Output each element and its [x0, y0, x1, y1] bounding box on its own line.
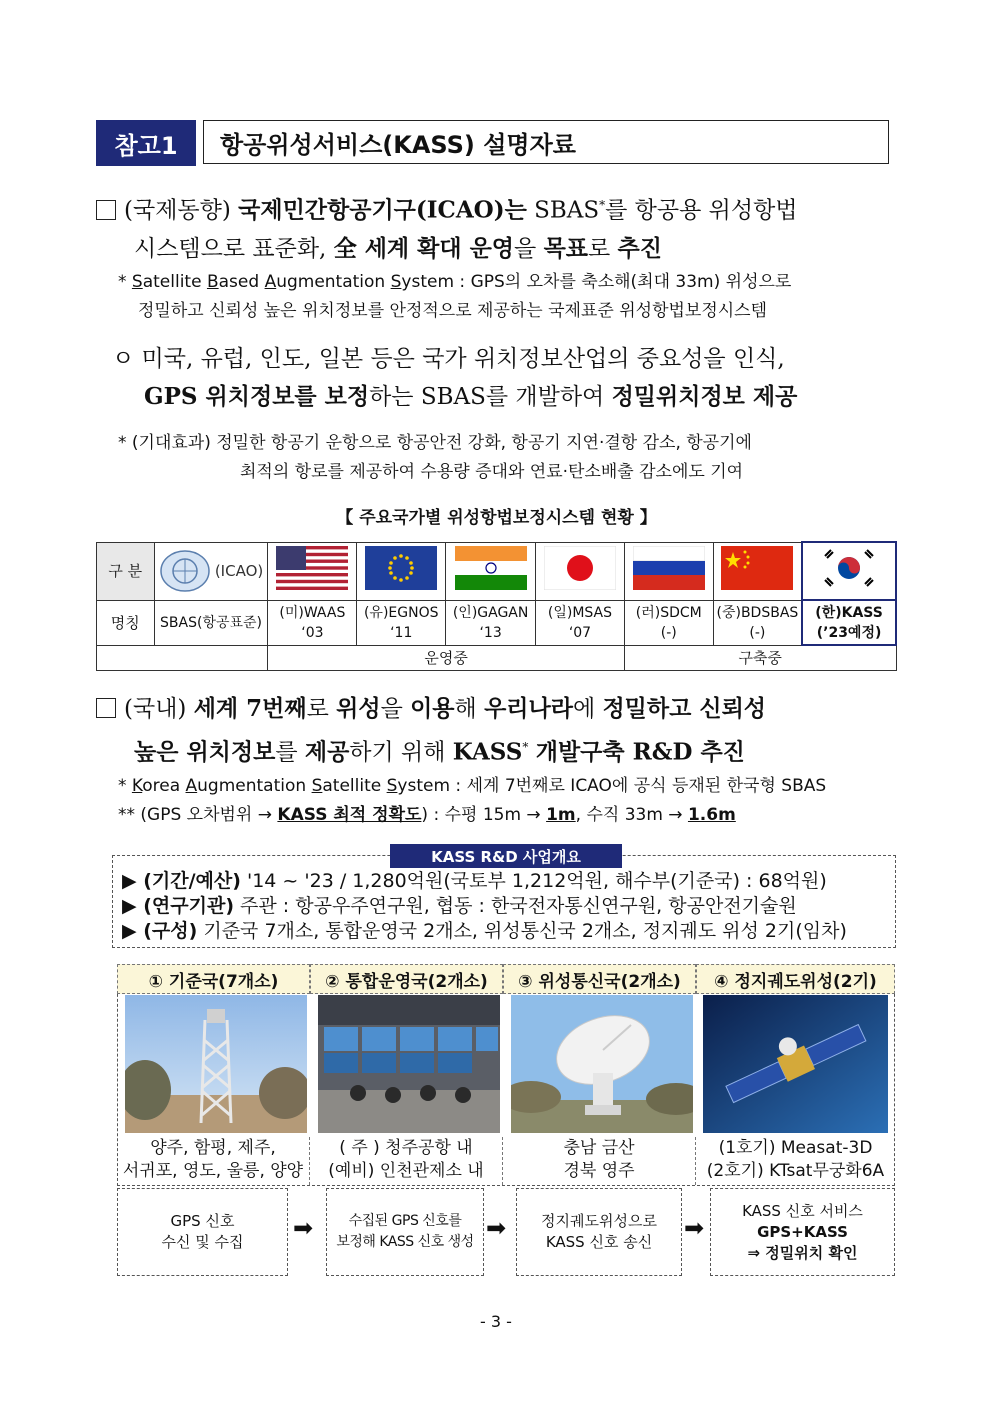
process-step-2: 수집된 GPS 신호를 보정해 KASS 신호 생성 — [326, 1188, 484, 1276]
panel-head-master-station: ② 통합운영국(2개소) — [310, 964, 503, 994]
panel-head-reference-station: ① 기준국(7개소) — [117, 964, 310, 994]
india-flag-icon — [455, 546, 527, 590]
rd-overview-label: KASS R&D 사업개요 — [390, 844, 622, 868]
uplink-station-photo — [511, 995, 693, 1133]
japan-flag-icon — [544, 546, 616, 590]
process-step-3: 정지궤도위성으로 KASS 신호 송신 — [516, 1188, 682, 1276]
reference-badge: 참고1 — [96, 120, 196, 166]
right-arrow-icon: ➡ — [293, 1214, 314, 1242]
system-cell: (인)GAGAN ‘13 — [446, 600, 536, 645]
status-operating: 운영중 — [268, 645, 624, 670]
master-station-photo — [318, 995, 500, 1133]
panel-caption: ( 주 ) 청주공항 내 (예비) 인천관제소 내 — [310, 1137, 503, 1185]
korea-flag-icon — [813, 546, 885, 590]
domestic-paragraph: (국내) 세계 7번째로 위성을 이용해 우리나라에 정밀하고 신뢰성 높은 위치정보를 제공하기 위해 KASS* 개발구축 R&D 추진 — [96, 690, 906, 772]
sbas-footnote: * Satellite Based Augmentation System : GPS의 오차를 축소해(최대 33m) 위성으로 정밀하고 신뢰성 높은 위치정보를 안정적으로 제공하는 국제표준 위성항법보정시스템 — [118, 272, 792, 321]
row-header-category: 구 분 — [97, 542, 155, 600]
china-flag-icon — [721, 546, 793, 590]
panel-head-geo-satellite: ④ 정지궤도위성(2기) — [696, 964, 895, 994]
flag-usa-cell — [268, 542, 357, 600]
page-title: 항공위성서비스(KASS) 설명자료 — [203, 120, 889, 164]
status-building: 구축중 — [624, 645, 896, 670]
row-header-name: 명칭 — [97, 600, 155, 645]
flag-japan-cell — [536, 542, 625, 600]
flag-china-cell — [713, 542, 802, 600]
rd-org: ▶ (연구기관) 주관 : 항공우주연구원, 협동 : 한국전자통신연구원, 항공안전기술원 — [122, 895, 797, 917]
checkbox-square-icon — [96, 200, 116, 220]
process-step-4: KASS 신호 서비스 GPS+KASS ⇒ 정밀위치 확인 — [710, 1188, 895, 1276]
flag-russia-cell — [624, 542, 713, 600]
icao-system-name: SBAS(항공표준) — [154, 600, 268, 645]
icao-logo — [154, 542, 268, 600]
system-cell: (일)MSAS ‘07 — [536, 600, 625, 645]
geo-satellite-photo — [703, 995, 888, 1133]
russia-flag-icon — [633, 546, 705, 590]
reference-station-photo — [125, 995, 307, 1133]
flag-eu-cell — [357, 542, 446, 600]
table-title: 【 주요국가별 위성항법보정시스템 현황 】 — [336, 508, 657, 528]
panel-caption: 양주, 함평, 제주, 서귀포, 영도, 울릉, 양양 — [117, 1137, 310, 1185]
icao-text: (ICAO) — [214, 562, 264, 580]
intl-trend-paragraph: (국제동향) 국제민간항공기구(ICAO)는 SBAS*를 항공용 위성항법 시스템으로 표준화, 全 세계 확대 운영을 목표로 추진 — [96, 186, 906, 268]
right-arrow-icon: ➡ — [684, 1214, 705, 1242]
panel-head-uplink-station: ③ 위성통신국(2개소) — [503, 964, 696, 994]
countries-paragraph: ㅇ 미국, 유럽, 인도, 일본 등은 국가 위치정보산업의 중요성을 인식, GPS 위치정보를 보정하는 SBAS를 개발하여 정밀위치정보 제공 — [112, 346, 798, 410]
flag-india-cell — [446, 542, 536, 600]
rd-composition: ▶ (구성) 기준국 7개소, 통합운영국 2개소, 위성통신국 2개소, 정지궤도 위성 2기(임차) — [122, 920, 847, 942]
panel-caption: 충남 금산 경북 영주 — [503, 1137, 696, 1185]
system-cell-kass: (한)KASS (’23예정) — [802, 600, 896, 645]
effect-footnote: * (기대효과) 정밀한 항공기 운항으로 항공안전 강화, 항공기 지연·결항 감소, 항공기에 최적의 항로를 제공하여 수용량 증대와 연료·탄소배출 감소에도 기여 — [118, 433, 752, 482]
system-cell: (러)SDCM (-) — [624, 600, 713, 645]
system-cell: (중)BDSBAS (-) — [713, 600, 802, 645]
usa-flag-icon — [276, 546, 348, 590]
rd-period: ▶ (기간/예산) '14 ~ '23 / 1,280억원(국토부 1,212억원, 해수부(기준국) : 68억원) — [122, 870, 827, 892]
panel-caption: (1호기) Measat-3D (2호기) KTsat무궁화6A — [706, 1138, 885, 1181]
process-step-1: GPS 신호 수신 및 수집 — [117, 1188, 288, 1276]
flag-korea-cell — [802, 542, 896, 600]
system-cell: (미)WAAS ‘03 — [268, 600, 357, 645]
sbas-status-table — [96, 541, 897, 671]
right-arrow-icon: ➡ — [486, 1214, 507, 1242]
checkbox-square-icon — [96, 698, 116, 718]
eu-flag-icon — [365, 546, 437, 590]
page-number: - 3 - — [480, 1312, 512, 1331]
icao-emblem-icon — [159, 548, 211, 594]
kass-footnote: * Korea Augmentation Satellite System : 세계 7번째로 ICAO에 공식 등재된 한국형 SBAS ** (GPS 오차범위 → KASS 최적 정확도) : 수평 15m → 1m, 수직 33m → 1.6m — [118, 776, 827, 825]
system-cell: (유)EGNOS ‘11 — [357, 600, 446, 645]
